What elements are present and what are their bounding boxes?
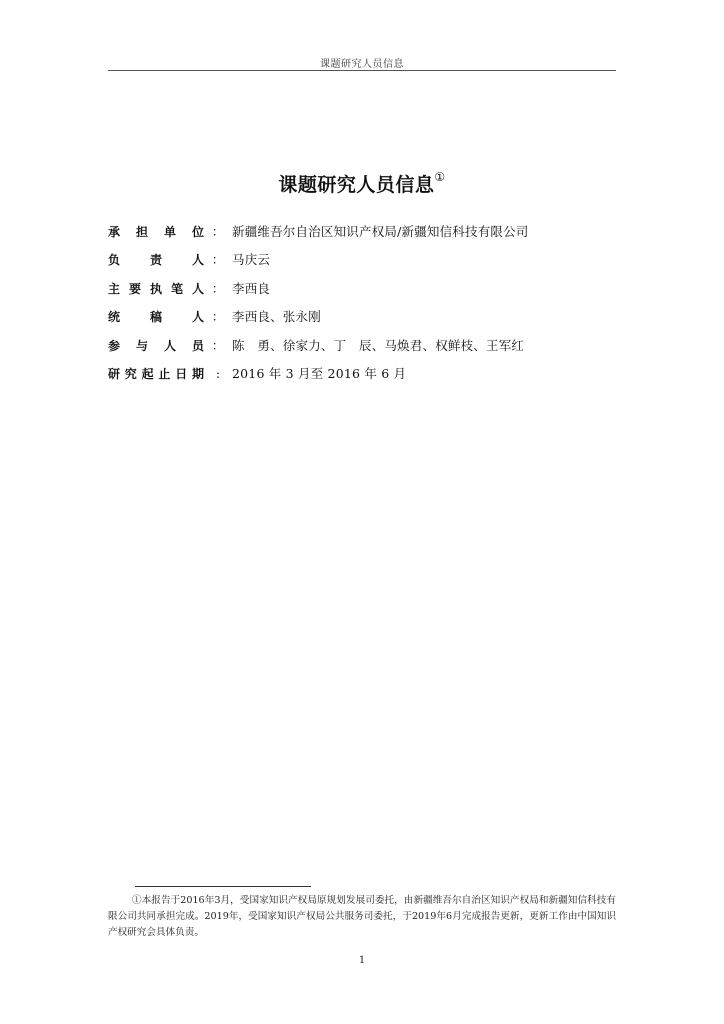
info-label: 主 要 执 笔 人 bbox=[108, 281, 204, 296]
info-row-editor bbox=[108, 307, 628, 335]
info-label: 统 稿 人 bbox=[108, 310, 204, 325]
info-value: 新疆维吾尔自治区知识产权局/新疆知信科技有限公司 bbox=[232, 224, 529, 239]
info-label: 研 究 起 止 日 期 bbox=[108, 366, 204, 381]
info-row-main-writer bbox=[108, 279, 628, 307]
info-value: 马庆云 bbox=[232, 252, 271, 268]
info-row-leader bbox=[108, 250, 628, 278]
info-value: 李西良、张永刚 bbox=[232, 309, 321, 325]
info-colon: ： bbox=[211, 280, 225, 296]
info-label: 负 责 人 bbox=[108, 253, 204, 268]
info-row-participants bbox=[108, 336, 628, 364]
page-number: 1 bbox=[358, 955, 366, 966]
running-header: 课题研究人员信息 bbox=[320, 59, 404, 70]
info-value: 陈 勇、徐家力、丁 辰、马焕君、权鲜枝、王军红 bbox=[232, 337, 525, 353]
page-title-text: 课题研究人员信息 bbox=[278, 174, 435, 196]
info-value: 2016 年 3 月至 2016 年 6 月 bbox=[232, 365, 407, 381]
info-row-unit bbox=[108, 222, 628, 250]
info-value: 李西良 bbox=[232, 280, 271, 296]
info-colon: ： bbox=[211, 252, 225, 268]
info-colon: ： bbox=[211, 224, 225, 239]
footnote-marker: ① bbox=[434, 169, 446, 184]
info-label: 承 担 单 位 bbox=[108, 225, 204, 239]
info-colon: ： bbox=[211, 309, 225, 325]
info-colon: : bbox=[215, 365, 221, 381]
header-divider bbox=[108, 70, 616, 71]
info-row-period bbox=[108, 364, 628, 392]
footnote-divider bbox=[135, 886, 311, 887]
page-title bbox=[108, 170, 616, 197]
info-colon: ： bbox=[211, 337, 225, 353]
info-list bbox=[108, 222, 628, 392]
info-label: 参 与 人 员 bbox=[108, 338, 204, 353]
footnote: ①本报告于2016年3月，受国家知识产权局原规划发展司委托，由新疆维吾尔自治区知识产权局和新疆知信科技有限公司共同承担完成。2019年，受国家知识产权局公共服务司委托，于2019年6月完成报告更新，更新工作由中国知识产权研究会具体负责。 bbox=[108, 895, 616, 938]
